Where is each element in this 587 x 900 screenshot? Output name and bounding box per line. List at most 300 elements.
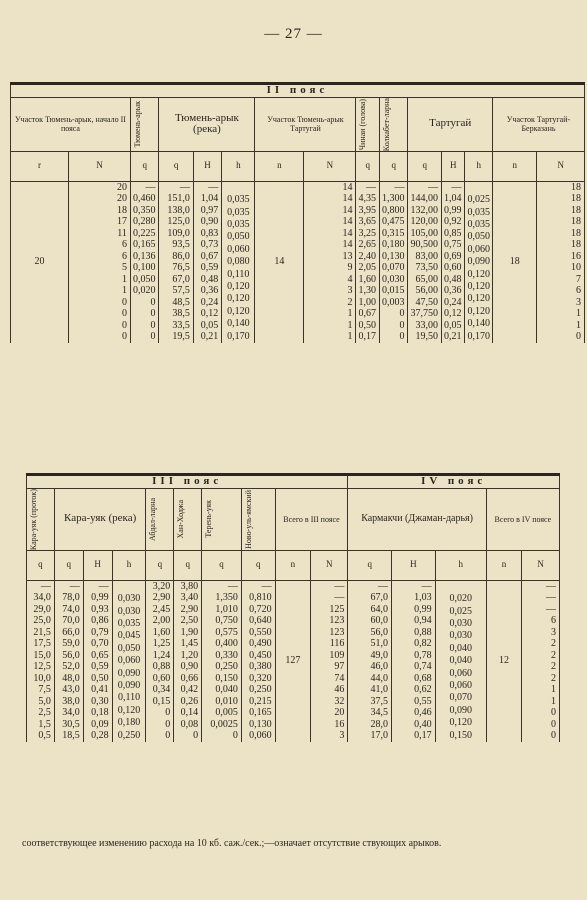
- cell-q: 3,80: [174, 580, 202, 592]
- cell-q: 0,380: [241, 661, 275, 673]
- h-value: 0,120: [467, 268, 490, 280]
- subheader: q: [27, 550, 55, 580]
- cell-N: 9: [304, 262, 356, 274]
- header-kolkhoz: Колкабет-ларна: [381, 97, 391, 151]
- col-h-tyumen-stack: [224, 182, 252, 343]
- subheader: N: [537, 151, 585, 181]
- cell-H: 0,21: [441, 331, 465, 343]
- cell-N: 6: [522, 615, 560, 627]
- subheader: q: [174, 550, 202, 580]
- h-value: 0,025: [467, 194, 490, 206]
- cell-q: 51,0: [348, 638, 392, 650]
- cell-q: 0: [130, 331, 159, 343]
- h-value: 0,140: [227, 318, 250, 330]
- cell-N: 1: [537, 320, 585, 332]
- belt-3-4-body: [27, 580, 560, 742]
- cell-q: 0,575: [202, 627, 242, 639]
- cell-N: 3: [537, 297, 585, 309]
- cell-q: 74,0: [54, 604, 83, 616]
- table-row: [11, 181, 585, 193]
- header-chinai: Чинаи (голова): [358, 98, 368, 150]
- cell-H: 0,68: [392, 673, 436, 685]
- cell-q: 0: [146, 730, 174, 742]
- cell-N: —: [522, 592, 560, 604]
- header-tyumen-aryk-short: Тюмень-арык: [132, 100, 142, 148]
- subheader: r: [11, 151, 69, 181]
- col-h-tartugai: [465, 181, 493, 343]
- cell-N: 1: [522, 684, 560, 696]
- cell-H: 0,88: [392, 627, 436, 639]
- subheader: q: [202, 550, 242, 580]
- cell-q: 56,0: [348, 627, 392, 639]
- cell-q: 4,35: [356, 193, 380, 205]
- cell-q: 48,0: [54, 673, 83, 685]
- cell-N: 1: [304, 308, 356, 320]
- h-value: 0,050: [467, 231, 490, 243]
- h-value: 0,120: [227, 305, 250, 317]
- cell-q: 65,00: [408, 274, 442, 286]
- cell-q: 0: [202, 730, 242, 742]
- header-total-4: Всего в IV поясе: [486, 488, 559, 550]
- cell-N: 16: [537, 251, 585, 263]
- cell-q: 15,0: [27, 650, 55, 662]
- cell-q: 0,015: [379, 285, 408, 297]
- col-h-karmakchi: [435, 580, 486, 742]
- cell-q: 1,20: [174, 650, 202, 662]
- cell-H: 0,36: [193, 285, 221, 297]
- h-value: 0,060: [467, 243, 490, 255]
- cell-H: 0,12: [193, 308, 221, 320]
- cell-q: 1,00: [356, 297, 380, 309]
- cell-q: 44,0: [348, 673, 392, 685]
- h-value: 0,250: [117, 729, 141, 741]
- cell-q: 0,550: [241, 627, 275, 639]
- col-h-kara-uyak-stack: [115, 581, 144, 742]
- cell-q: —: [130, 181, 159, 193]
- cell-N: 2: [522, 650, 560, 662]
- cell-H: 0,86: [83, 615, 112, 627]
- cell-N: 116: [311, 638, 348, 650]
- cell-q: 47,50: [408, 297, 442, 309]
- cell-q: 0: [174, 730, 202, 742]
- cell-H: 0,60: [441, 262, 465, 274]
- cell-N: 0: [69, 308, 131, 320]
- cell-q: 0,14: [174, 707, 202, 719]
- cell-H: —: [193, 181, 221, 193]
- header-khan: Хан-Ходжа: [176, 499, 186, 539]
- cell-q: 0,88: [146, 661, 174, 673]
- cell-q: 0,180: [379, 239, 408, 251]
- cell-N: 0: [522, 730, 560, 742]
- h-value: 0,090: [117, 679, 141, 691]
- cell-H: 0,05: [193, 320, 221, 332]
- header-kara-uyak-protok: Кара-уяк (проток): [29, 488, 38, 550]
- cell-q: 0: [130, 297, 159, 309]
- cell-q: 0,475: [379, 216, 408, 228]
- cell-N: 3: [522, 627, 560, 639]
- cell-q: 56,0: [54, 650, 83, 662]
- cell-q: 2,40: [356, 251, 380, 263]
- cell-N: 2: [522, 661, 560, 673]
- subheader: h: [465, 151, 493, 181]
- cell-q: 138,0: [159, 205, 193, 217]
- col-h-tartugai-stack: [467, 182, 490, 343]
- subheader: n: [486, 550, 521, 580]
- cell-H: —: [392, 580, 436, 592]
- cell-q: 28,0: [348, 719, 392, 731]
- cell-H: 0,55: [392, 696, 436, 708]
- h-value: 0,060: [449, 679, 472, 691]
- cell-q: 34,0: [27, 592, 55, 604]
- cell-N: 1: [69, 285, 131, 297]
- cell-H: 0,59: [193, 262, 221, 274]
- subheader: H: [193, 151, 221, 181]
- h-value: 0,050: [227, 231, 250, 243]
- header-uchastok-2: Участок Тюмень-арык Тартугай: [255, 97, 356, 151]
- cell-H: 0,05: [441, 320, 465, 332]
- cell-q: 0,350: [130, 205, 159, 217]
- header-uchastok-1: Участок Тюмень-арык, начало II пояса: [11, 97, 131, 151]
- h-value: 0,050: [117, 642, 141, 654]
- cell-q: 0,150: [202, 673, 242, 685]
- cell-N: 2: [522, 638, 560, 650]
- cell-q: 0: [130, 320, 159, 332]
- cell-N: 123: [311, 615, 348, 627]
- cell-H: 0,40: [392, 719, 436, 731]
- cell-N: 14: [304, 181, 356, 193]
- cell-H: 0,78: [392, 650, 436, 662]
- cell-H: 0,73: [193, 239, 221, 251]
- subheader: H: [392, 550, 436, 580]
- subheader: h: [222, 151, 255, 181]
- cell-q: 0,060: [241, 730, 275, 742]
- cell-q: —: [379, 181, 408, 193]
- cell-q: 43,0: [54, 684, 83, 696]
- cell-q: 0,640: [241, 615, 275, 627]
- h-value: 0,120: [227, 281, 250, 292]
- cell-N: 18: [69, 205, 131, 217]
- cell-q: 0,34: [146, 684, 174, 696]
- cell-H: 0,30: [83, 696, 112, 708]
- cell-q: 0,750: [202, 615, 242, 627]
- cell-H: 0,59: [83, 661, 112, 673]
- cell-q: —: [54, 580, 83, 592]
- cell-N: 14: [304, 216, 356, 228]
- belt-3-title: III пояс: [27, 475, 348, 489]
- subheader: n: [492, 151, 536, 181]
- belt-2-subheader-row: [11, 151, 585, 181]
- cell-q: 0,165: [241, 707, 275, 719]
- cell-q: 2,05: [356, 262, 380, 274]
- cell-q: 2,45: [146, 604, 174, 616]
- cell-N: 0: [69, 297, 131, 309]
- cell-q: 83,00: [408, 251, 442, 263]
- cell-N: 14: [304, 205, 356, 217]
- cell-q: 0,320: [241, 673, 275, 685]
- cell-H: 0,24: [441, 297, 465, 309]
- page-number: — 27 —: [264, 26, 323, 42]
- cell-N: 20: [311, 707, 348, 719]
- h-value: 0,030: [117, 605, 141, 617]
- cell-N: 109: [311, 650, 348, 662]
- col-n-value: 18: [492, 181, 536, 343]
- h-value: 0,035: [227, 206, 250, 218]
- cell-q: 0,450: [241, 650, 275, 662]
- cell-q: 64,0: [348, 604, 392, 616]
- cell-N: —: [522, 604, 560, 616]
- cell-q: 38,5: [159, 308, 193, 320]
- h-value: 0,120: [467, 281, 490, 292]
- subheader: q: [348, 550, 392, 580]
- cell-q: 0,50: [356, 320, 380, 332]
- cell-q: 29,0: [27, 604, 55, 616]
- cell-q: 0,136: [130, 251, 159, 263]
- cell-q: 90,500: [408, 239, 442, 251]
- cell-q: 0,08: [174, 719, 202, 731]
- subheader: q: [241, 550, 275, 580]
- col-n-value: 14: [255, 181, 304, 343]
- h-value: 0,170: [467, 330, 490, 342]
- cell-q: 56,00: [408, 285, 442, 297]
- cell-q: 1,300: [379, 193, 408, 205]
- cell-q: 73,50: [408, 262, 442, 274]
- subheader: q: [159, 151, 193, 181]
- cell-N: 2: [522, 673, 560, 685]
- subheader: N: [311, 550, 348, 580]
- cell-N: 18: [537, 239, 585, 251]
- cell-H: 0,70: [83, 638, 112, 650]
- h-value: 0,035: [117, 617, 141, 629]
- cell-N: 14: [304, 228, 356, 240]
- cell-q: 38,0: [54, 696, 83, 708]
- cell-q: 0,010: [202, 696, 242, 708]
- subheader: N: [304, 151, 356, 181]
- cell-H: 1,03: [392, 592, 436, 604]
- h-value: 0,090: [449, 704, 472, 716]
- cell-q: 30,5: [54, 719, 83, 731]
- cell-N: 10: [537, 262, 585, 274]
- cell-N: —: [522, 580, 560, 592]
- cell-N: 5: [69, 262, 131, 274]
- h-value: 0,180: [117, 717, 141, 729]
- cell-N: 0: [537, 331, 585, 343]
- cell-H: 0,85: [441, 228, 465, 240]
- footnote: соответствующее изменению расхода на 10 кб. саж./сек.;—означает отсутствие ствующих арыков.: [22, 838, 442, 849]
- subheader: H: [83, 550, 112, 580]
- cell-q: 0,070: [379, 262, 408, 274]
- cell-q: 86,0: [159, 251, 193, 263]
- h-value: 0,035: [227, 194, 250, 206]
- cell-q: 49,0: [348, 650, 392, 662]
- cell-q: 0,66: [174, 673, 202, 685]
- cell-q: 0,330: [202, 650, 242, 662]
- cell-N: 11: [69, 228, 131, 240]
- cell-q: 33,00: [408, 320, 442, 332]
- cell-q: 1,45: [174, 638, 202, 650]
- header-teren: Терень-уяк: [204, 500, 214, 538]
- cell-q: 46,0: [348, 661, 392, 673]
- cell-q: 52,0: [54, 661, 83, 673]
- subheader: q: [130, 151, 159, 181]
- cell-q: —: [159, 181, 193, 193]
- cell-N: 4: [304, 274, 356, 286]
- cell-q: 19,5: [159, 331, 193, 343]
- cell-q: 21,5: [27, 627, 55, 639]
- col-h-karmakchi-stack: [438, 581, 484, 742]
- subheader: q: [54, 550, 83, 580]
- cell-q: 17,5: [27, 638, 55, 650]
- cell-N: 0: [522, 707, 560, 719]
- cell-q: 60,0: [348, 615, 392, 627]
- cell-H: 0,90: [193, 216, 221, 228]
- h-value: 0,025: [449, 605, 472, 617]
- h-value: 0,120: [467, 293, 490, 305]
- header-novo: Ново-уль-ямский: [243, 489, 253, 549]
- subheader: q: [356, 151, 380, 181]
- cell-H: 0,99: [83, 592, 112, 604]
- h-value: 0,030: [117, 593, 141, 605]
- cell-q: 3,25: [356, 228, 380, 240]
- cell-H: —: [83, 580, 112, 592]
- cell-q: 33,5: [159, 320, 193, 332]
- cell-q: 7,5: [27, 684, 55, 696]
- cell-q: 0,460: [130, 193, 159, 205]
- h-value: 0,140: [467, 318, 490, 330]
- cell-q: 67,0: [348, 592, 392, 604]
- cell-N: 3: [311, 730, 348, 742]
- cell-H: —: [441, 181, 465, 193]
- h-value: 0,080: [227, 256, 250, 268]
- cell-q: —: [348, 580, 392, 592]
- cell-N: 14: [304, 239, 356, 251]
- cell-N: 1: [304, 320, 356, 332]
- cell-H: 0,67: [193, 251, 221, 263]
- h-value: 0,040: [449, 642, 472, 654]
- cell-N: 18: [537, 216, 585, 228]
- cell-q: —: [356, 181, 380, 193]
- table-row: [27, 580, 560, 592]
- cell-q: 2,5: [27, 707, 55, 719]
- cell-N: 20: [69, 181, 131, 193]
- subheader: h: [435, 550, 486, 580]
- subheader: q: [379, 151, 408, 181]
- cell-q: 1,5: [27, 719, 55, 731]
- cell-N: 0: [522, 719, 560, 731]
- cell-H: 0,21: [193, 331, 221, 343]
- cell-N: 18: [537, 205, 585, 217]
- cell-q: 0: [146, 707, 174, 719]
- cell-q: 1,25: [146, 638, 174, 650]
- h-value: 0,030: [449, 630, 472, 642]
- h-value: 0,035: [227, 218, 250, 230]
- cell-q: 0: [379, 308, 408, 320]
- cell-q: 0,280: [130, 216, 159, 228]
- col-n-value: 12: [486, 580, 521, 742]
- cell-N: 6: [69, 239, 131, 251]
- cell-N: 1: [537, 308, 585, 320]
- cell-q: 0,0025: [202, 719, 242, 731]
- cell-q: 0,90: [174, 661, 202, 673]
- cell-q: 12,5: [27, 661, 55, 673]
- col-r-value: 20: [11, 181, 69, 343]
- cell-q: 59,0: [54, 638, 83, 650]
- cell-q: 41,0: [348, 684, 392, 696]
- header-total-3: Всего в III поясе: [275, 488, 348, 550]
- cell-q: 0,60: [146, 673, 174, 685]
- cell-q: 0,400: [202, 638, 242, 650]
- cell-H: 1,04: [193, 193, 221, 205]
- cell-N: 16: [311, 719, 348, 731]
- cell-q: 2,90: [146, 592, 174, 604]
- h-value: 0,060: [227, 243, 250, 255]
- cell-q: 67,0: [159, 274, 193, 286]
- belt-3-4-table: [26, 473, 560, 742]
- cell-q: 0,165: [130, 239, 159, 251]
- cell-q: 0,315: [379, 228, 408, 240]
- belt-2-body: [11, 181, 585, 343]
- cell-q: 0,130: [241, 719, 275, 731]
- cell-q: 125,0: [159, 216, 193, 228]
- belt-3-4-subheader-row: [27, 550, 560, 580]
- h-value: 0,035: [467, 218, 490, 230]
- h-value: 0,170: [227, 330, 250, 342]
- cell-q: 0: [130, 308, 159, 320]
- belt-2-table: [10, 82, 585, 343]
- cell-q: 3,65: [356, 216, 380, 228]
- cell-q: 17,0: [348, 730, 392, 742]
- cell-q: —: [27, 580, 55, 592]
- cell-q: 3,40: [174, 592, 202, 604]
- cell-H: 0,99: [392, 604, 436, 616]
- cell-H: 0,48: [441, 274, 465, 286]
- h-value: 0,120: [117, 704, 141, 716]
- cell-N: 17: [69, 216, 131, 228]
- header-abdal: Абдал-ларна: [148, 497, 158, 541]
- cell-q: 0,490: [241, 638, 275, 650]
- cell-N: 1: [304, 331, 356, 343]
- cell-q: 25,0: [27, 615, 55, 627]
- cell-q: 66,0: [54, 627, 83, 639]
- cell-q: 37,750: [408, 308, 442, 320]
- cell-H: 0,28: [83, 730, 112, 742]
- h-value: 0,040: [449, 655, 472, 667]
- cell-q: 2,90: [174, 604, 202, 616]
- cell-N: —: [311, 580, 348, 592]
- cell-N: 2: [304, 297, 356, 309]
- h-value: 0,045: [117, 630, 141, 642]
- belt-4-title: IV пояс: [348, 475, 560, 489]
- cell-H: 0,62: [392, 684, 436, 696]
- cell-H: 0,79: [83, 627, 112, 639]
- cell-H: 0,75: [441, 239, 465, 251]
- cell-q: 1,30: [356, 285, 380, 297]
- cell-N: 20: [69, 193, 131, 205]
- h-value: 0,070: [449, 692, 472, 704]
- cell-q: 0,005: [202, 707, 242, 719]
- cell-H: 0,94: [392, 615, 436, 627]
- cell-N: 97: [311, 661, 348, 673]
- cell-N: —: [311, 592, 348, 604]
- cell-H: 0,65: [83, 650, 112, 662]
- cell-q: 0,250: [202, 661, 242, 673]
- cell-q: 0,130: [379, 251, 408, 263]
- cell-N: 6: [537, 285, 585, 297]
- cell-q: —: [202, 580, 242, 592]
- col-h-kara-uyak: [112, 580, 146, 742]
- h-value: 0,030: [449, 617, 472, 629]
- cell-N: 123: [311, 627, 348, 639]
- cell-q: 0,67: [356, 308, 380, 320]
